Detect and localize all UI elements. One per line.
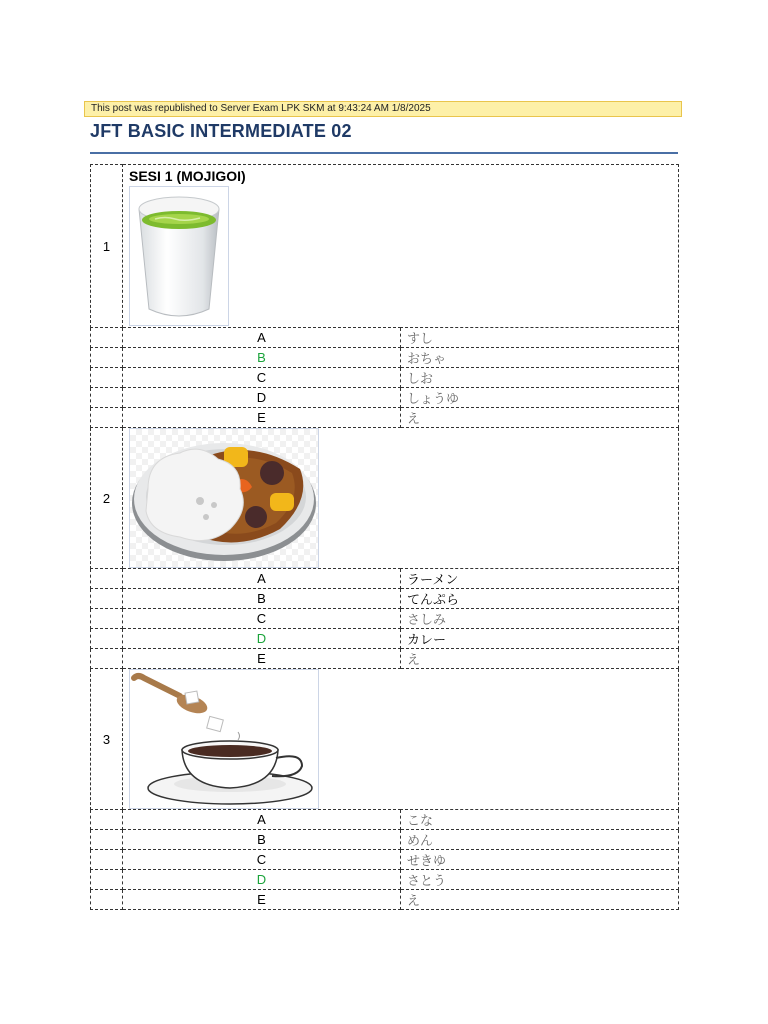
option-text: しお [401,368,679,388]
green-tea-cup-icon [129,186,229,326]
option-text: こな [401,810,679,830]
section-title: SESI 1 (MOJIGOI) [129,168,246,184]
option-letter: A [123,810,401,830]
option-letter: E [123,890,401,910]
option-letter: E [123,408,401,428]
curry-rice-plate-icon [129,428,319,568]
option-text: すし [401,328,679,348]
option-text: カレー [401,629,679,649]
option-letter: D [123,388,401,408]
option-letter: A [123,328,401,348]
question-image-cell-1 [123,165,679,328]
option-text: ラーメン [401,569,679,589]
option-row [91,810,679,830]
option-row [91,368,679,388]
question-row-2 [91,428,679,569]
option-row [91,348,679,368]
option-row [91,388,679,408]
option-row [91,649,679,669]
option-row [91,870,679,890]
option-text: てんぷら [401,589,679,609]
option-text: さとう [401,870,679,890]
option-letter-correct: B [123,348,401,368]
question-row-1 [91,165,679,328]
option-row [91,408,679,428]
option-row [91,609,679,629]
option-row [91,830,679,850]
question-number-3: 3 [91,669,123,810]
option-letter: C [123,609,401,629]
question-number-2: 2 [91,428,123,569]
option-text: おちゃ [401,348,679,368]
option-text: え [401,890,679,910]
question-number-1: 1 [91,165,123,328]
option-text: え [401,408,679,428]
question-table [90,164,679,910]
option-letter: C [123,368,401,388]
page-title: JFT BASIC INTERMEDIATE 02 [90,121,352,141]
option-text: え [401,649,679,669]
option-text: しょうゆ [401,388,679,408]
question-row-3 [91,669,679,810]
question-image-cell-3 [123,669,679,810]
question-image-cell-2 [123,428,679,569]
option-letter: B [123,589,401,609]
option-row [91,890,679,910]
option-letter: B [123,830,401,850]
option-row [91,569,679,589]
option-text: めん [401,830,679,850]
option-letter: C [123,850,401,870]
option-row [91,589,679,609]
coffee-sugar-spoon-icon [129,669,319,809]
option-text: さしみ [401,609,679,629]
option-row [91,850,679,870]
option-row [91,328,679,348]
option-text: せきゆ [401,850,679,870]
option-letter-correct: D [123,629,401,649]
option-letter-correct: D [123,870,401,890]
option-letter: E [123,649,401,669]
option-letter: A [123,569,401,589]
republish-banner: This post was republished to Server Exam LPK SKM at 9:43:24 AM 1/8/2025 [84,101,682,117]
option-row [91,629,679,649]
title-divider [90,152,678,154]
